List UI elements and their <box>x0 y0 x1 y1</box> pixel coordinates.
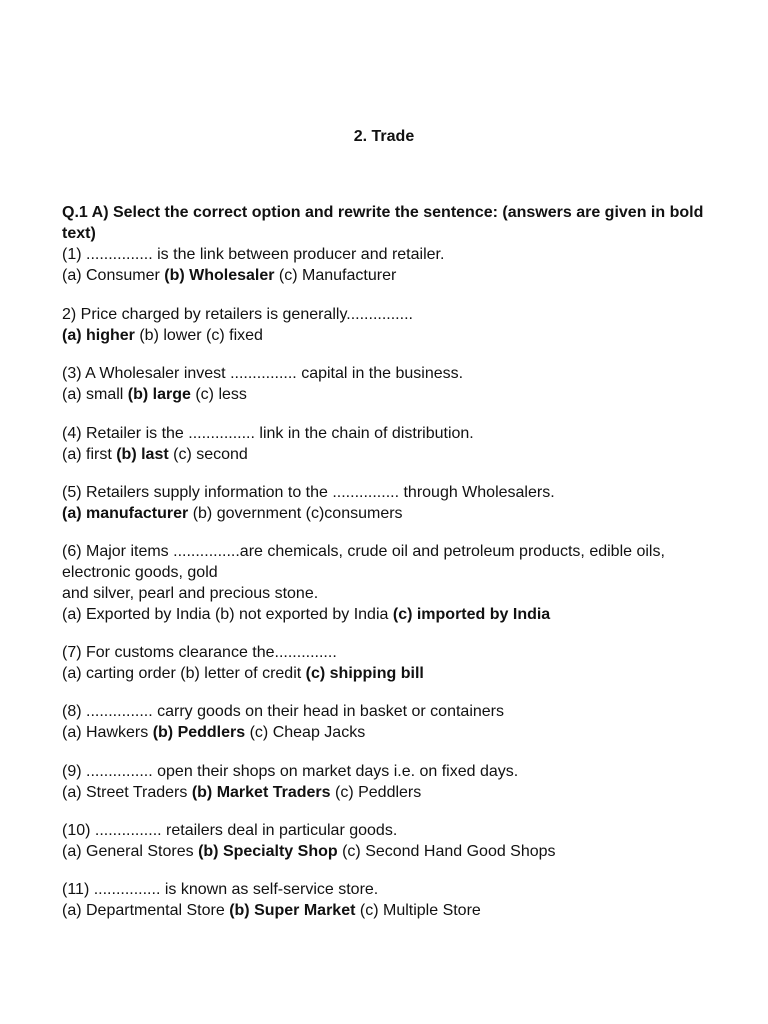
question-4 <box>62 423 712 465</box>
question-text: 2) Price charged by retailers is generally............... <box>62 306 413 323</box>
question-text: (9) ............... open their shops on market days i.e. on fixed days. <box>62 763 519 780</box>
correct-answer: (b) last <box>116 446 169 463</box>
option-text: (a) small <box>62 386 128 403</box>
option-text: (c) second <box>168 446 248 463</box>
option-text: (c) Peddlers <box>330 784 422 801</box>
question-text: (5) Retailers supply information to the ............... through Wholesalers. <box>62 484 555 501</box>
question-text: (8) ............... carry goods on their head in basket or containers <box>62 703 504 720</box>
answer-options <box>62 265 712 286</box>
question-9 <box>62 761 712 803</box>
correct-answer: (b) Wholesaler <box>164 267 275 284</box>
option-text: (a) first <box>62 446 117 463</box>
question-10 <box>62 820 712 862</box>
answer-options <box>62 663 712 684</box>
correct-answer: (b) Market Traders <box>191 784 331 801</box>
question-6 <box>62 541 712 625</box>
option-text: (a) Street Traders <box>62 784 192 801</box>
section-heading: Q.1 A) Select the correct option and rewrite the sentence: (answers are given in bold text) <box>62 204 704 242</box>
correct-answer: (c) shipping bill <box>305 665 424 682</box>
option-text: (a) General Stores <box>62 843 199 860</box>
option-text: (c) Second Hand Good Shops <box>337 843 556 860</box>
correct-answer: (c) imported by India <box>392 606 551 623</box>
question-text: (1) ............... is the link between producer and retailer. <box>62 246 445 263</box>
answer-options <box>62 384 712 405</box>
page-title: 2. Trade <box>353 128 415 145</box>
question-1 <box>62 244 712 286</box>
answer-options <box>62 722 712 743</box>
answer-options <box>62 325 712 346</box>
option-text: (c) Manufacturer <box>274 267 397 284</box>
answer-options <box>62 444 712 465</box>
question-text: (11) ............... is known as self-service store. <box>62 881 379 898</box>
question-text: and silver, pearl and precious stone. <box>62 585 319 602</box>
question-text: (4) Retailer is the ............... link in the chain of distribution. <box>62 425 474 442</box>
option-text: (c) less <box>190 386 247 403</box>
option-text: (c) Multiple Store <box>355 902 481 919</box>
answer-options <box>62 900 712 921</box>
answer-options <box>62 604 712 625</box>
option-text: (a) Departmental Store <box>62 902 230 919</box>
option-text: (c) Cheap Jacks <box>245 724 366 741</box>
question-11 <box>62 879 712 921</box>
option-text: (a) carting order (b) letter of credit <box>62 665 306 682</box>
question-text: (10) ............... retailers deal in particular goods. <box>62 822 398 839</box>
answer-options <box>62 782 712 803</box>
question-5 <box>62 482 712 524</box>
question-8 <box>62 701 712 743</box>
correct-answer: (b) Super Market <box>229 902 356 919</box>
option-text: (b) government (c)consumers <box>188 505 403 522</box>
question-text: (3) A Wholesaler invest ............... capital in the business. <box>62 365 464 382</box>
question-text: electronic goods, gold <box>62 564 218 581</box>
option-text: (a) Exported by India (b) not exported by India <box>62 606 393 623</box>
question-text: (7) For customs clearance the.............. <box>62 644 337 661</box>
correct-answer: (b) large <box>127 386 191 403</box>
question-text: (6) Major items ...............are chemicals, crude oil and petroleum products, edible oils, <box>62 543 665 560</box>
question-2 <box>62 304 712 346</box>
option-text: (a) Consumer <box>62 267 165 284</box>
answer-options <box>62 841 712 862</box>
answer-options <box>62 503 712 524</box>
correct-answer: (a) higher <box>62 327 135 344</box>
correct-answer: (b) Peddlers <box>152 724 246 741</box>
question-7 <box>62 642 712 684</box>
option-text: (b) lower (c) fixed <box>134 327 263 344</box>
option-text: (a) Hawkers <box>62 724 153 741</box>
question-3 <box>62 363 712 405</box>
correct-answer: (a) manufacturer <box>62 505 189 522</box>
correct-answer: (b) Specialty Shop <box>198 843 338 860</box>
